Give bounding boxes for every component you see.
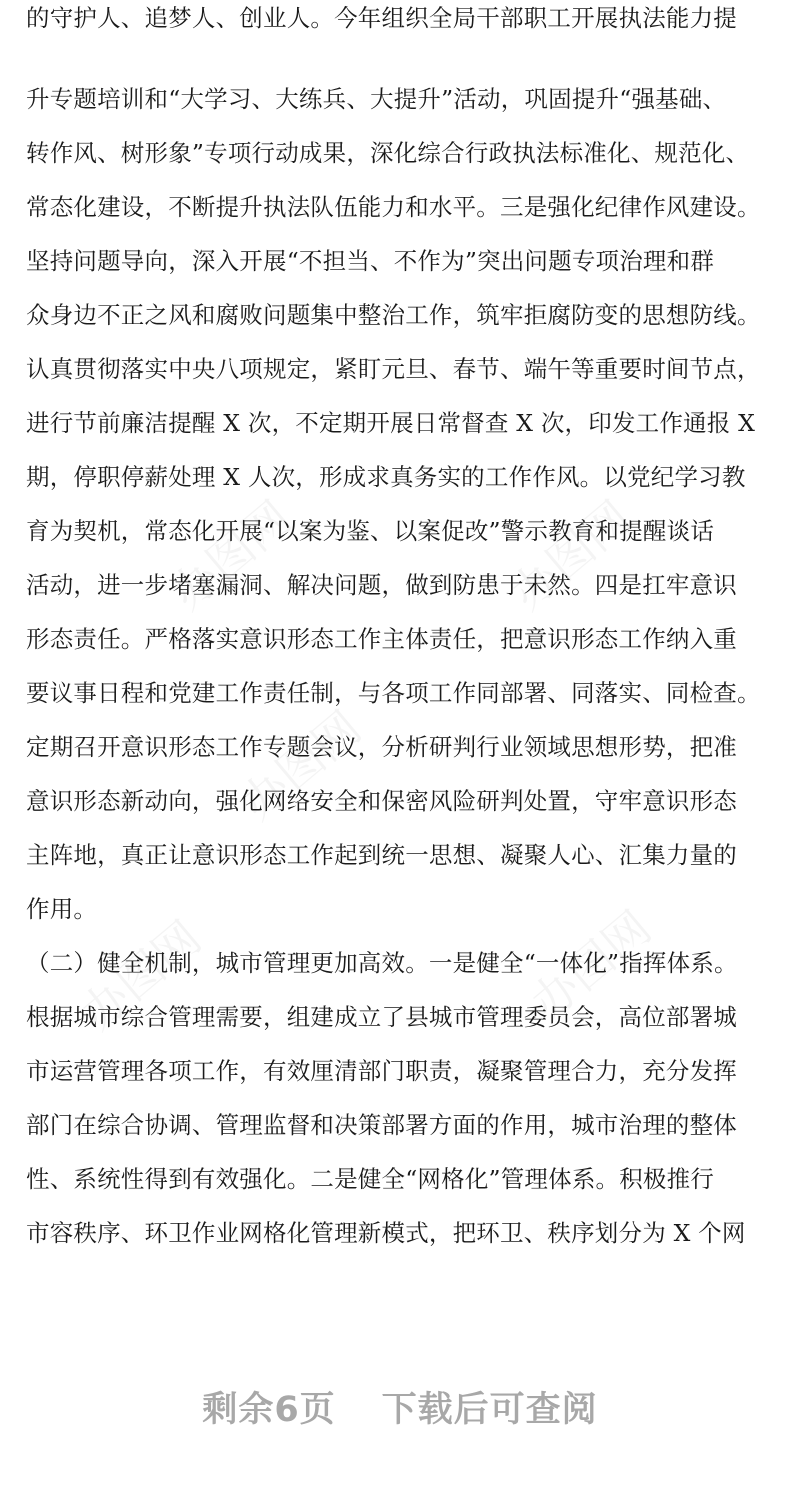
text-line: 认真贯彻落实中央八项规定，紧盯元旦、春节、端午等重要时间节点， (26, 355, 761, 383)
text-line: 要议事日程和党建工作责任制，与各项工作同部署、同落实、同检查。 (26, 679, 761, 707)
text-line: 意识形态新动向，强化网络安全和保密风险研判处置，守牢意识形态 (26, 787, 737, 815)
remaining-pages-label: 剩余6页 (202, 1390, 336, 1430)
text-line: 作用。 (26, 895, 98, 923)
text-line: 升专题培训和“大学习、大练兵、大提升”活动，巩固提升“强基础、 (26, 85, 727, 113)
text-line: 性、系统性得到有效强化。二是健全“网格化”管理体系。积极推行 (26, 1165, 715, 1193)
text-line: 育为契机，常态化开展“以案为鉴、以案促改”警示教育和提醒谈话 (26, 517, 715, 545)
text-line: 期，停职停薪处理 X 人次，形成求真务实的工作作风。以党纪学习教 (26, 463, 746, 491)
text-line: 部门在综合协调、管理监督和决策部署方面的作用，城市治理的整体 (26, 1111, 737, 1139)
text-line: 主阵地，真正让意识形态工作起到统一思想、凝聚人心、汇集力量的 (26, 841, 737, 869)
text-line: 活动，进一步堵塞漏洞、解决问题，做到防患于未然。四是扛牢意识 (26, 571, 737, 599)
text-line: （二）健全机制，城市管理更加高效。一是健全“一体化”指挥体系。 (26, 949, 738, 977)
text-line: 市容秩序、环卫作业网格化管理新模式，把环卫、秩序划分为 X 个网 (26, 1219, 746, 1247)
text-line: 坚持问题导向，深入开展“不担当、不作为”突出问题专项治理和群 (26, 247, 715, 275)
download-to-view-label: 下载后可查阅 (381, 1390, 598, 1430)
text-line: 根据城市综合管理需要，组建成立了县城市管理委员会，高位部署城 (26, 1003, 737, 1031)
text-line: 定期召开意识形态工作专题会议，分析研判行业领域思想形势，把准 (26, 733, 737, 761)
download-prompt[interactable] (0, 1380, 800, 1440)
text-line: 转作风、树形象”专项行动成果，深化综合行政执法标准化、规范化、 (26, 139, 750, 167)
text-line: 市运营管理各项工作，有效厘清部门职责，凝聚管理合力，充分发挥 (26, 1057, 737, 1085)
text-line: 进行节前廉洁提醒 X 次，不定期开展日常督查 X 次，印发工作通报 X (26, 409, 756, 437)
text-line: 形态责任。严格落实意识形态工作主体责任，把意识形态工作纳入重 (26, 625, 737, 653)
text-line: 众身边不正之风和腐败问题集中整治工作，筑牢拒腐防变的思想防线。 (26, 301, 761, 329)
text-line: 的守护人、追梦人、创业人。今年组织全局干部职工开展执法能力提 (26, 4, 737, 32)
text-line: 常态化建设，不断提升执法队伍能力和水平。三是强化纪律作风建设。 (26, 193, 761, 221)
